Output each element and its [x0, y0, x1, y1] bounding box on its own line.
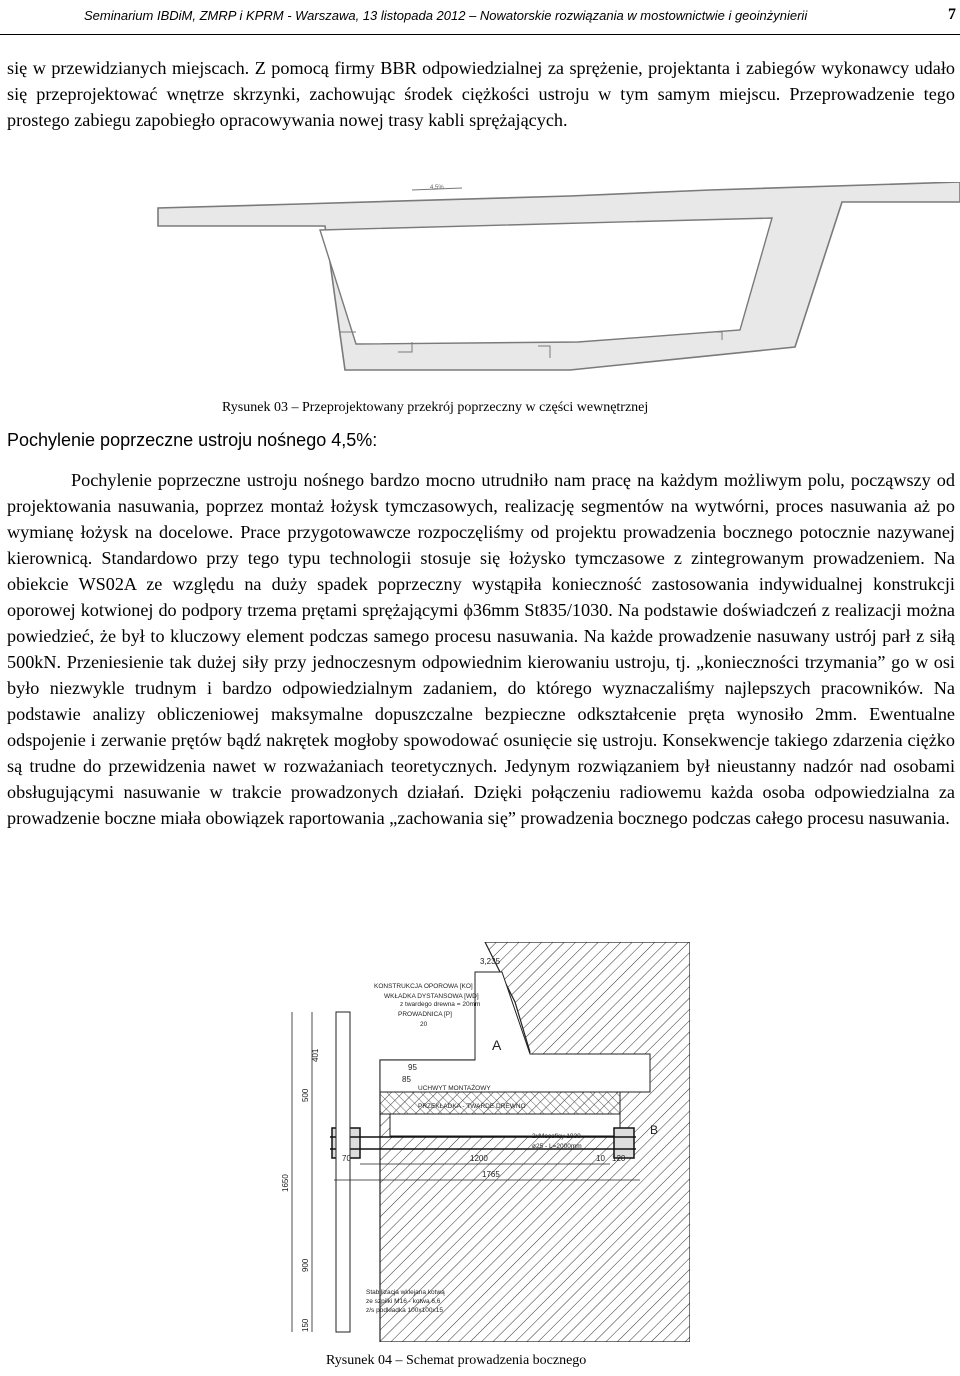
label-stab1: Stabilizacja wklejana kotwą [366, 1289, 445, 1296]
label-d120: 120 [612, 1154, 626, 1163]
figure3-caption: Rysunek 03 – Przeprojektowany przekrój poprzeczny w części wewnętrznej [222, 400, 649, 415]
label-v900: 900 [301, 1258, 310, 1272]
label-v1650: 1650 [281, 1174, 290, 1192]
guide-plate [390, 1114, 620, 1136]
label-konstrukcja: KONSTRUKCJA OPOROWA [KO] [374, 983, 473, 990]
label-mocowanie2: ø25 - L=2000mm [532, 1143, 582, 1150]
label-wkladka-sub: z twardego drewna = 20mm [400, 1001, 481, 1008]
steel-column [336, 1012, 350, 1332]
label-v401: 401 [311, 1048, 320, 1062]
cross-section-void [320, 218, 772, 344]
label-prowadnica: PROWADNICA [P] [398, 1011, 452, 1018]
label-stab2: ze szpilki M16 - kotwa 6,6 [366, 1298, 441, 1305]
label-n85: 85 [402, 1075, 411, 1084]
paragraph-intro: się w przewidzianych miejscach. Z pomocą firmy BBR odpowiedzialnej za sprężenie, projektanta i zabiegów wykonawcy udało się przeprojektować wnętrze skrzynki, zachowując środek ciężkości ustroju w tym samym miejscu. Przeprowadzenie tego prostego zabiegu zapobiegło opracowywania nowej trasy kabli sprężających. [7, 58, 955, 130]
label-d1765: 1765 [482, 1170, 500, 1179]
paragraph-main: Pochylenie poprzeczne ustroju nośnego bardzo mocno utrudniło nam pracę na każdym możliwym polu, począwszy od projektowania nasuwania, poprzez montaż łożysk tymczasowych, realizację segmentów na wytwórni, proces nasuwania aż po wymianę łożysk na docelowe. Prace przygotowawcze rozpoczęliśmy od projektu prowadzenia bocznego potocznie nazywanej kierownicą. Standardowo przy tego typu technologii stosuje się łożysko tymczasowe z zintegrowanym prowadzeniem. Na obiekcie WS02A ze względu na duży spadek poprzeczny wystąpiła konieczność zastosowania indywidualnej konstrukcji oporowej kotwionej do podpory trzema prętami sprężającymi ϕ36mm St835/1030. Na podstawie doświadczeń z realizacji można powiedzieć, że był to kluczowy element podczas samego procesu nasuwania. Na każde prowadzenie nasuwany ustrój parł z siłą 500kN. Przeniesienie tak dużej siły przy jednoczesnym odpowiednim kierowaniu ustroju, tj. „konieczności trzymania” go w osi było niezwykle trudnym i bardzo odpowiedzialnym zadaniem, do którego wyznaczaliśmy najlepszych pracowników. Na podstawie analizy obliczeniowej maksymalne dopuszczalne bezpieczne odkształcenie pręta wynosiło 2mm. Ewentualne odspojenie i zerwanie prętów bądź nakrętek mogłoby spowodować osunięcie się ustroju. Konsekwencje takiego zdarzenia ciężko są trudne do przewidzenia nawet w rozważaniach teoretycznych. Jedynym rozwiązaniem był nieustanny nadzór nad osobami obsługującymi nasuwanie w trakcie prowadzonych działań. Dzięki połączeniu radiowemu każda osoba odpowiedzialna za prowadzenie boczne miała obowiązek raportowania „zachowania się” prowadzenia bocznego podczas całego procesu nasuwania. [7, 470, 955, 828]
label-v150: 150 [301, 1318, 310, 1332]
label-stab3: z/s podkładka 100x100x15 [366, 1307, 443, 1314]
label-v500: 500 [301, 1088, 310, 1102]
label-letter-a: A [492, 1037, 502, 1053]
label-d70: 70 [342, 1154, 351, 1163]
label-d1200: 1200 [470, 1154, 488, 1163]
label-wkladka: WKŁADKA DYSTANSOWA [WD] [384, 993, 479, 1000]
label-letter-b: B [650, 1123, 659, 1137]
figure-cross-section [150, 182, 960, 372]
figure-lateral-guide [270, 942, 690, 1342]
section-heading: Pochylenie poprzeczne ustroju nośnego 4,5%: [7, 430, 378, 450]
label-przekladka: PRZEKŁADKA - TWARDE DREWNO [418, 1103, 526, 1110]
label-p-dim: 20 [420, 1021, 428, 1028]
figure4-caption: Rysunek 04 – Schemat prowadzenia bocznego [326, 1353, 587, 1368]
label-n95: 95 [408, 1063, 417, 1072]
running-header [0, 0, 960, 35]
top-dim: 3,235 [480, 957, 501, 966]
label-mocowanie1: 2xMocofisy 1030 [532, 1133, 581, 1140]
label-uchwyt: UCHWYT MONTAŻOWY [418, 1085, 491, 1092]
page-number: 7 [948, 6, 956, 23]
header-text: Seminarium IBDiM, ZMRP i KPRM - Warszawa, 13 listopada 2012 – Nowatorskie rozwiązania w mostownictwie i geoinżynierii [84, 8, 808, 23]
label-d10: 10 [596, 1154, 605, 1163]
slope-label: 4,5% [430, 185, 444, 191]
